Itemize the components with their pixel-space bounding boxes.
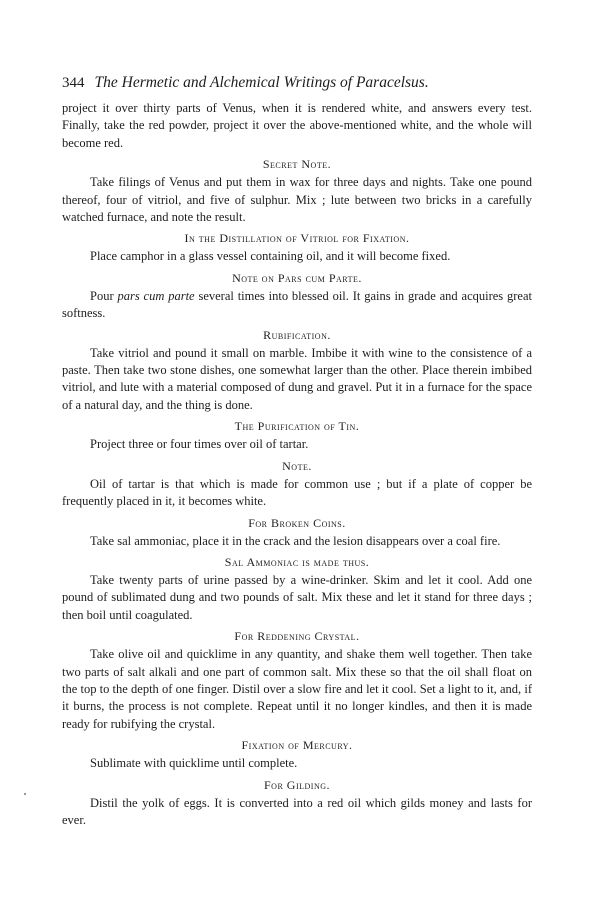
paragraph: Take sal ammoniac, place it in the crack and the lesion disappears over a coal fire.: [90, 533, 501, 548]
page-number: 344: [62, 75, 85, 91]
section-heading: For Broken Coins.: [248, 515, 346, 530]
paragraph: Take vitriol and pound it small on marble. Imbibe it with wine to the consistence of a paste. Then take two stone dishes, one somewhat larger than the other. Place therein imbibed vitriol, and lute with a material composed of dung and gravel. Put it in a furnace for the space of a natural day, and the thing is done.: [62, 345, 532, 412]
margin-speck: [24, 793, 26, 795]
section-heading: For Gilding.: [264, 777, 330, 792]
running-header: [62, 74, 532, 92]
section-heading: For Reddening Crystal.: [234, 629, 360, 644]
section-heading: Rubification.: [263, 327, 331, 342]
section-heading: The Purification of Tin.: [234, 419, 360, 434]
section-heading: Sal Ammoniac is made thus.: [224, 554, 370, 569]
paragraph: Sublimate with quicklime until complete.: [90, 756, 298, 771]
section-heading: Note.: [282, 458, 312, 473]
paragraph: Project three or four times over oil of tartar.: [90, 437, 309, 452]
paragraph: Take twenty parts of urine passed by a wine-drinker. Skim and let it cool. Add one pound of sublimated dung and two pounds of salt. Mix these and let it stand for three days ; then boil until coagulated.: [62, 572, 532, 622]
paragraph-text: several times into blessed oil. It gains in grade and acquires great softness.: [62, 288, 532, 321]
paragraph: project it over thirty parts of Venus, when it is rendered white, and answers every test. Finally, take the red powder, project it over the above-mentioned white, and the whole will become red.: [62, 101, 532, 150]
paragraph: Distil the yolk of eggs. It is converted into a red oil which gilds money and lasts for ever.: [62, 795, 532, 827]
section-heading: In the Distillation of Vitriol for Fixation.: [184, 231, 410, 246]
section-heading: Fixation of Mercury.: [241, 738, 353, 753]
paragraph-text: Pour: [90, 288, 118, 303]
latin-phrase: pars cum parte: [117, 288, 195, 303]
section-heading: Secret Note.: [262, 157, 332, 172]
book-page: [62, 74, 532, 829]
paragraph: Take olive oil and quicklime in any quantity, and shake them well together. Then take two parts of salt alkali and one part of common salt. Mix these so that the oil shall float on the top to the depth of one finger. Distil over a slow fire and let it cool. Set a light to it, and, if it burns, the process is not complete. Repeat until it no longer kindles, and then it is made ready for rubifying the crystal.: [62, 647, 532, 731]
section-heading: Note on Pars cum Parte.: [232, 270, 362, 285]
paragraph: [62, 288, 532, 323]
running-title: The Hermetic and Alchemical Writings of Paracelsus.: [94, 74, 429, 91]
paragraph: Place camphor in a glass vessel containing oil, and it will become fixed.: [90, 249, 451, 264]
paragraph: Oil of tartar is that which is made for common use ; but if a plate of copper be frequently placed in it, it becomes white.: [62, 476, 532, 509]
page-body: [62, 100, 532, 829]
paragraph: Take filings of Venus and put them in wax for three days and nights. Take one pound thereof, four of vitriol, and five of sulphur. Mix ; lute between two bricks in a carefully watched furnace, and note the result.: [62, 175, 532, 225]
